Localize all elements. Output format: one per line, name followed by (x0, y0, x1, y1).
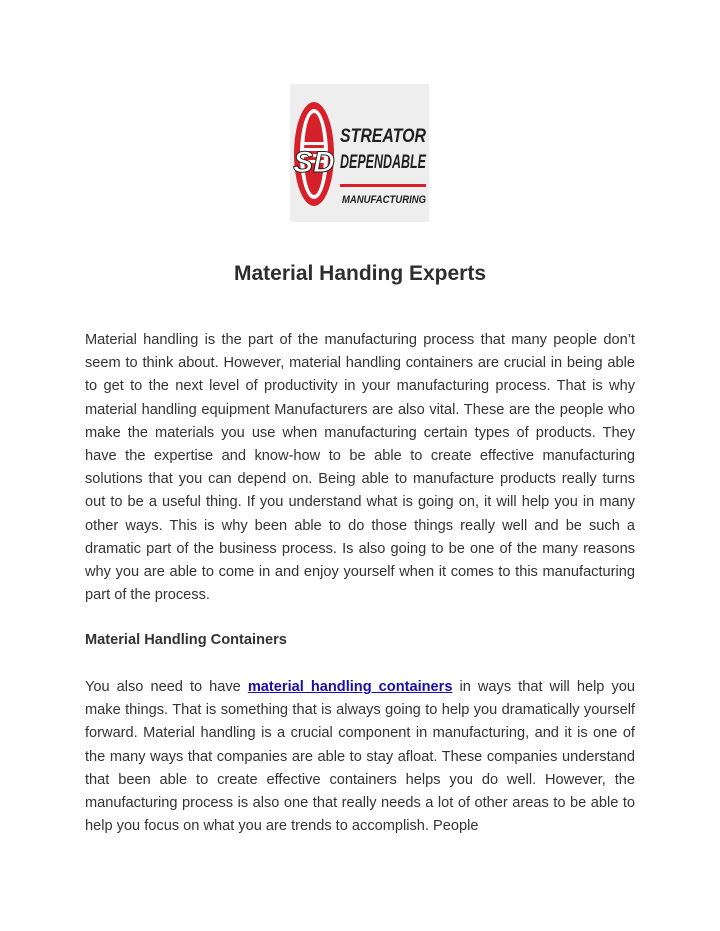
logo-red-rule (340, 184, 426, 187)
section-heading: Material Handling Containers (85, 632, 287, 648)
material-handling-containers-link[interactable]: material handling containers (247, 679, 453, 695)
logo-line-manufacturing: MANUFACTURING (342, 194, 427, 206)
page-title: Material Handing Experts (233, 262, 487, 285)
streator-dependable-logo-graphic (290, 84, 429, 222)
logo-initials: SD (293, 146, 335, 179)
paragraph-text-after-link: in ways that will help you make things. That is something that is always going to help you dramatically yourself forward. Material handling is a crucial component in manufacturing, and it is one of the many ways that companies are able to stay afloat. These companies understand that been able to create effective containers helps you do well. However, the manufacturing process is also one that really needs a lot of other areas to be able to help you focus on what you are trends to accomplish. People (85, 679, 635, 835)
containers-paragraph (85, 676, 635, 838)
company-logo (290, 84, 429, 222)
intro-paragraph: Material handling is the part of the manufacturing process that many people don’t seem to think about. However, material handling containers are crucial in being able to get to the next level of productivity in your manufacturing process. That is why material handling equipment Manufacturers are also vital. These are the people who make the materials you use when manufacturing certain types of products. They have the expertise and know-how to be able to create effective manufacturing solutions that you can depend on. Being able to manufacture products really turns out to be a useful thing. If you understand what is going on, it will help you in many other ways. This is why been able to do those things really well and be such a dramatic part of the business process. Is also going to be one of the many reasons why you are able to come in and enjoy yourself when it comes to this manufacturing part of the process. (85, 332, 635, 604)
paragraph-text-before-link: You also need to have (85, 679, 248, 695)
logo-line-streator: STREATOR (340, 126, 427, 147)
logo-line-dependable: DEPENDABLE (340, 152, 427, 173)
